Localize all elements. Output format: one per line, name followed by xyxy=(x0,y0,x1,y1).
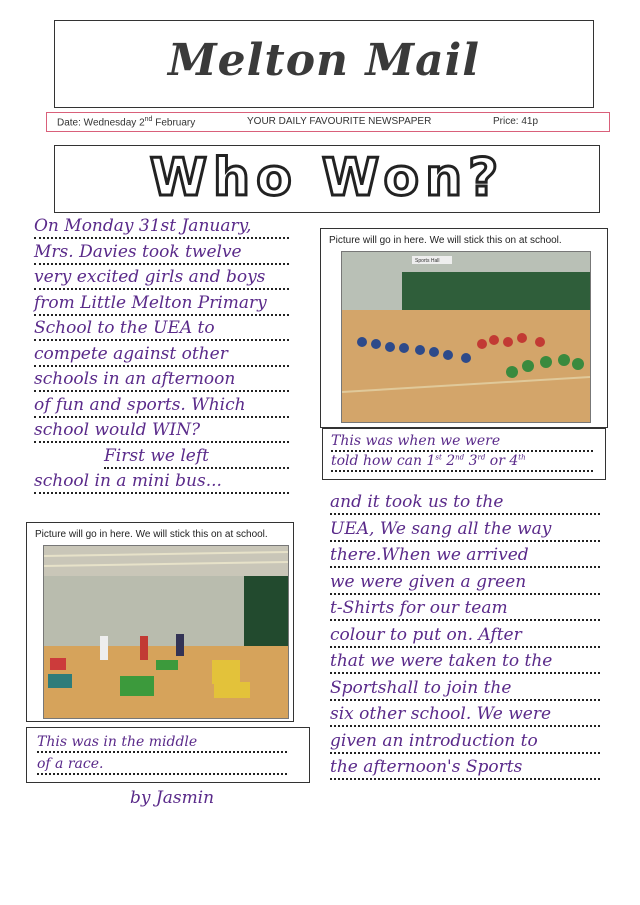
article-line: we were given a green xyxy=(330,572,600,595)
photo-caption-box-bottom xyxy=(26,727,310,783)
photo-placeholder-caption: Picture will go in here. We will stick this on at school. xyxy=(329,235,562,246)
issue-date: Date: Wednesday 2nd February xyxy=(57,116,196,129)
article-line: from Little Melton Primary xyxy=(34,293,289,316)
byline: by Jasmin xyxy=(130,788,215,808)
photo-caption-box-top xyxy=(322,428,606,480)
article-line: that we were taken to the xyxy=(330,651,600,674)
photo-caption-line: This was in the middle xyxy=(37,734,287,753)
article-line: very excited girls and boys xyxy=(34,267,289,290)
photo-caption-line: This was when we were xyxy=(331,433,593,452)
photo-placeholder-caption: Picture will go in here. We will stick this on at school. xyxy=(35,529,268,540)
article-line: of fun and sports. Which xyxy=(34,395,289,418)
article-line: colour to put on. After xyxy=(330,625,600,648)
masthead xyxy=(54,20,594,108)
photo-panel-top xyxy=(320,228,608,428)
info-bar xyxy=(46,112,610,132)
race-photo xyxy=(43,545,289,719)
article-line: schools in an afternoon xyxy=(34,369,289,392)
newspaper-title: Melton Mail xyxy=(167,35,481,86)
article-line: six other school. We were xyxy=(330,704,600,727)
article-line: given an introduction to xyxy=(330,731,600,754)
photo-caption-line: told how can 1st 2nd 3rd or 4th xyxy=(331,453,593,472)
article-line: On Monday 31st January, xyxy=(34,216,289,239)
article-line: and it took us to the xyxy=(330,492,600,515)
article-line: School to the UEA to xyxy=(34,318,289,341)
article-line: Sportshall to join the xyxy=(330,678,600,701)
article-line: school would WIN? xyxy=(34,420,289,443)
article-line: compete against other xyxy=(34,344,289,367)
price: Price: 41p xyxy=(493,116,539,127)
article-line: Mrs. Davies took twelve xyxy=(34,242,289,265)
tagline: YOUR DAILY FAVOURITE NEWSPAPER xyxy=(247,116,432,127)
headline-box xyxy=(54,145,600,213)
article-line: First we left xyxy=(104,446,289,469)
headline: Who Won? xyxy=(149,148,505,208)
article-line: there.When we arrived xyxy=(330,545,600,568)
article-line: t-Shirts for our team xyxy=(330,598,600,621)
article-line: school in a mini bus... xyxy=(34,471,289,494)
article-line: the afternoon's Sports xyxy=(330,757,600,780)
photo-panel-bottom xyxy=(26,522,294,722)
hall-sign: Sports Hall xyxy=(415,258,440,264)
sports-hall-photo xyxy=(341,251,591,423)
article-line: UEA, We sang all the way xyxy=(330,519,600,542)
photo-caption-line: of a race. xyxy=(37,756,287,775)
